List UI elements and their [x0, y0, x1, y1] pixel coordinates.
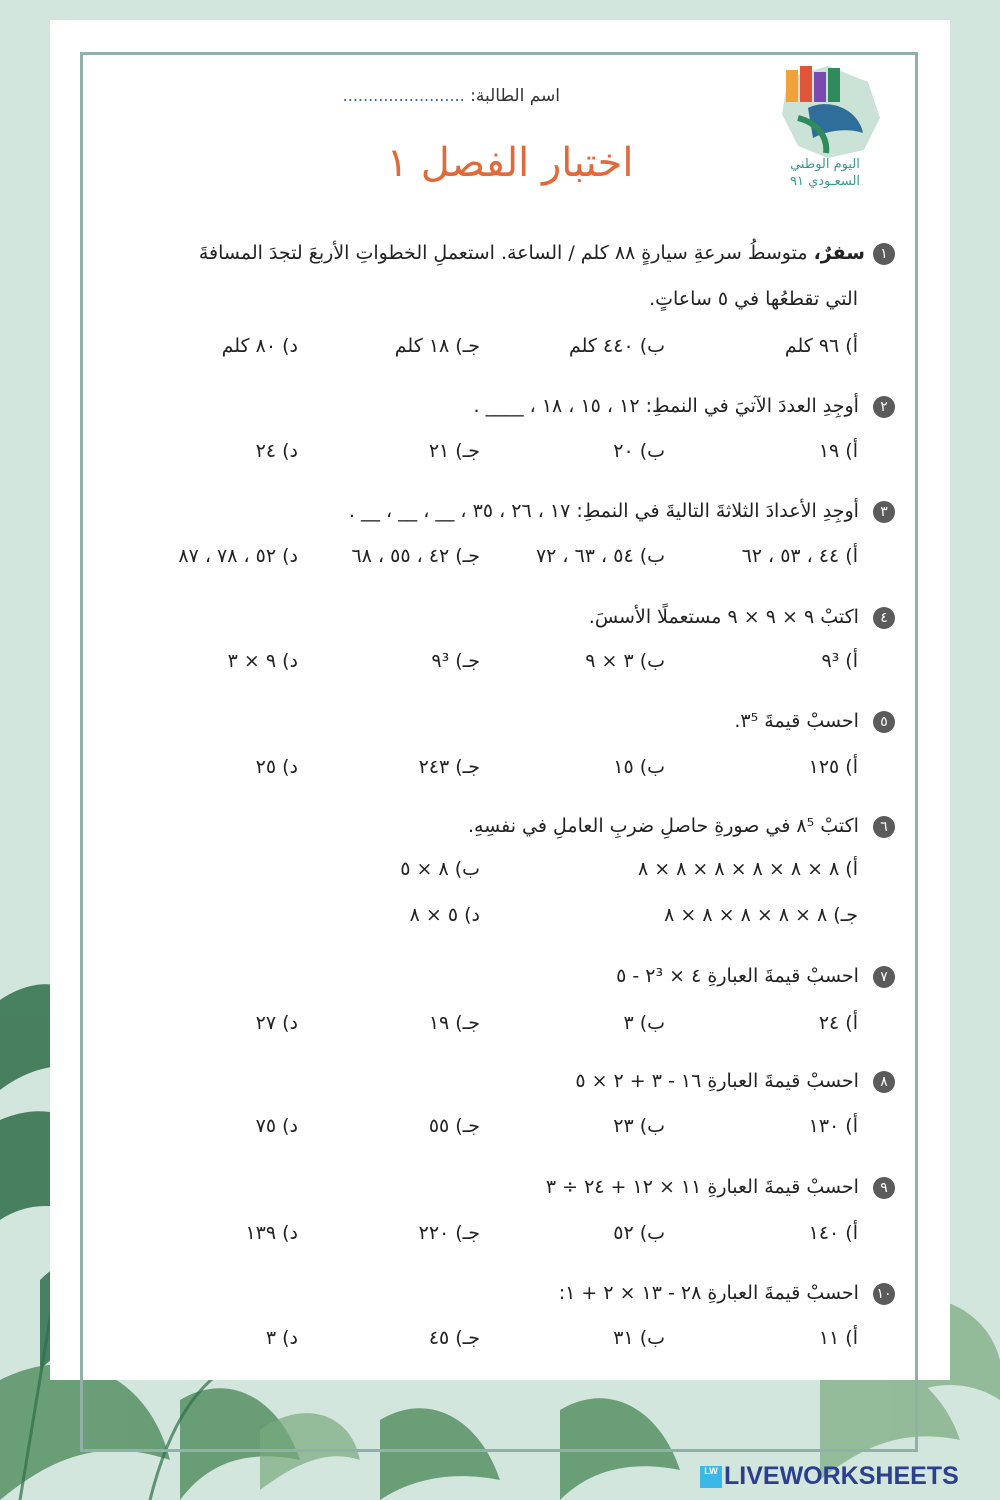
question-number: ٩	[873, 1177, 895, 1199]
option-b[interactable]: ب) ٥٢	[613, 1222, 665, 1244]
question-text: متوسطُ سرعةِ سيارةٍ ٨٨ كلم / الساعة. استعملِ الخطواتِ الأربعَ لتجدَ المسافةَ	[198, 242, 808, 264]
question-2	[474, 395, 895, 418]
option-d[interactable]: د) ٧٥	[255, 1115, 298, 1137]
option-d[interactable]: د) ٥ × ٨	[409, 904, 480, 926]
question-number: ٥	[873, 711, 895, 733]
question-10	[559, 1282, 895, 1305]
option-a[interactable]: أ) ١٣٠	[808, 1115, 858, 1137]
question-text: اكتبْ ٩ × ٩ × ٩ مستعملًا الأسسَ.	[588, 606, 859, 628]
option-d[interactable]: د) ٨٠ كلم	[221, 335, 298, 357]
question-number: ٤	[873, 607, 895, 629]
logo-caption	[770, 156, 880, 190]
question-number: ٣	[873, 501, 895, 523]
page-title: اختبار الفصل ١	[386, 140, 634, 186]
option-d[interactable]: د) ٥٢ ، ٧٨ ، ٨٧	[178, 545, 298, 567]
option-d[interactable]: د) ٢٤	[255, 440, 298, 462]
question-text: احسبْ قيمةَ ٣⁵.	[734, 710, 859, 732]
option-d[interactable]: د) ١٣٩	[245, 1222, 298, 1244]
option-c[interactable]: جـ) ٨ × ٨ × ٨ × ٨ × ٨	[664, 904, 858, 926]
student-name-label: اسم الطالبة:	[470, 86, 560, 106]
option-a[interactable]: أ) ٩٦ كلم	[784, 335, 858, 357]
option-c[interactable]: جـ) ٢٤٣	[418, 756, 480, 778]
question-text: أوجِدِ العددَ الآتيَ في النمطِ: ١٢ ، ١٥ ، ١٨ ، ____ .	[473, 395, 859, 417]
option-c[interactable]: جـ) ٢١	[428, 440, 480, 462]
question-prefix: سفرٌ،	[813, 242, 865, 264]
question-number: ١٠	[873, 1283, 895, 1305]
question-number: ٢	[873, 396, 895, 418]
option-b[interactable]: ب) ١٥	[613, 756, 665, 778]
brand-text: LIVEWORKSHEETS	[724, 1462, 959, 1490]
option-b[interactable]: ب) ٨ × ٥	[400, 858, 480, 880]
option-c[interactable]: جـ) ١٨ كلم	[394, 335, 480, 357]
question-5	[734, 710, 895, 733]
question-6	[468, 815, 895, 838]
question-text: اكتبْ ٨⁵ في صورةِ حاصلِ ضربِ العاملِ في نفسِهِ.	[467, 815, 859, 837]
option-b[interactable]: ب) ٣١	[613, 1327, 665, 1349]
option-c[interactable]: جـ) ٢٢٠	[418, 1222, 480, 1244]
option-d[interactable]: د) ٢٥	[255, 756, 298, 778]
question-4	[589, 606, 895, 629]
question-number: ٦	[873, 816, 895, 838]
question-1	[199, 242, 895, 265]
option-b[interactable]: ب) ٣	[623, 1012, 665, 1034]
option-b[interactable]: ب) ٢٣	[613, 1115, 665, 1137]
student-name-field[interactable]	[343, 86, 560, 106]
option-a[interactable]: أ) ١٩	[818, 440, 858, 462]
option-c[interactable]: جـ) ٤٥	[428, 1327, 480, 1349]
logo-caption-line2: السعـودي ٩١	[789, 174, 861, 189]
option-d[interactable]: د) ٣	[265, 1327, 298, 1349]
option-c[interactable]: جـ) ٤٢ ، ٥٥ ، ٦٨	[351, 545, 480, 567]
option-d[interactable]: د) ٩ × ٣	[227, 650, 298, 672]
question-7	[616, 965, 895, 988]
question-number: ٨	[873, 1071, 895, 1093]
student-name-dots[interactable]: ........................	[342, 86, 465, 105]
option-a[interactable]: أ) ٩³	[821, 650, 858, 672]
question-1-continued: التي تقطعُها في ٥ ساعاتٍ.	[649, 288, 858, 310]
question-text: احسبْ قيمةَ العبارةِ ١١ × ١٢ + ٢٤ ÷ ٣	[545, 1176, 859, 1198]
option-b[interactable]: ب) ٤٤٠ كلم	[569, 335, 665, 357]
option-a[interactable]: أ) ١٤٠	[808, 1222, 858, 1244]
option-a[interactable]: أ) ١٢٥	[808, 756, 858, 778]
question-number: ٧	[873, 966, 895, 988]
question-text: احسبْ قيمةَ العبارةِ ٢٨ - ١٣ × ٢ + ١:	[558, 1282, 859, 1304]
question-9	[546, 1176, 895, 1199]
logo-caption-line1: اليوم الوطني	[790, 157, 860, 172]
option-b[interactable]: ب) ٣ × ٩	[585, 650, 665, 672]
option-c[interactable]: جـ) ٩³	[431, 650, 480, 672]
option-d[interactable]: د) ٢٧	[255, 1012, 298, 1034]
question-text: احسبْ قيمةَ العبارةِ ١٦ - ٣ + ٢ × ٥	[575, 1070, 859, 1092]
question-text: أوجِدِ الأعدادَ الثلاثةَ التاليةَ في النمطِ: ١٧ ، ٢٦ ، ٣٥ ، __ ، __ ، __ .	[348, 500, 859, 522]
question-text: احسبْ قيمةَ العبارةِ ٤ × ٢³ - ٥	[616, 965, 859, 987]
option-c[interactable]: جـ) ٥٥	[428, 1115, 480, 1137]
option-c[interactable]: جـ) ١٩	[428, 1012, 480, 1034]
option-b[interactable]: ب) ٢٠	[613, 440, 665, 462]
option-a[interactable]: أ) ١١	[818, 1327, 858, 1349]
option-a[interactable]: أ) ٢٤	[818, 1012, 858, 1034]
question-8	[575, 1070, 895, 1093]
option-a[interactable]: أ) ٨ × ٨ × ٨ × ٨ × ٨ × ٨	[637, 858, 858, 880]
question-number: ١	[873, 243, 895, 265]
question-3	[349, 500, 895, 523]
liveworksheets-badge-icon: LW	[700, 1466, 722, 1488]
option-a[interactable]: أ) ٤٤ ، ٥٣ ، ٦٢	[741, 545, 858, 567]
option-b[interactable]: ب) ٥٤ ، ٦٣ ، ٧٢	[535, 545, 665, 567]
liveworksheets-brand[interactable]	[700, 1462, 995, 1492]
